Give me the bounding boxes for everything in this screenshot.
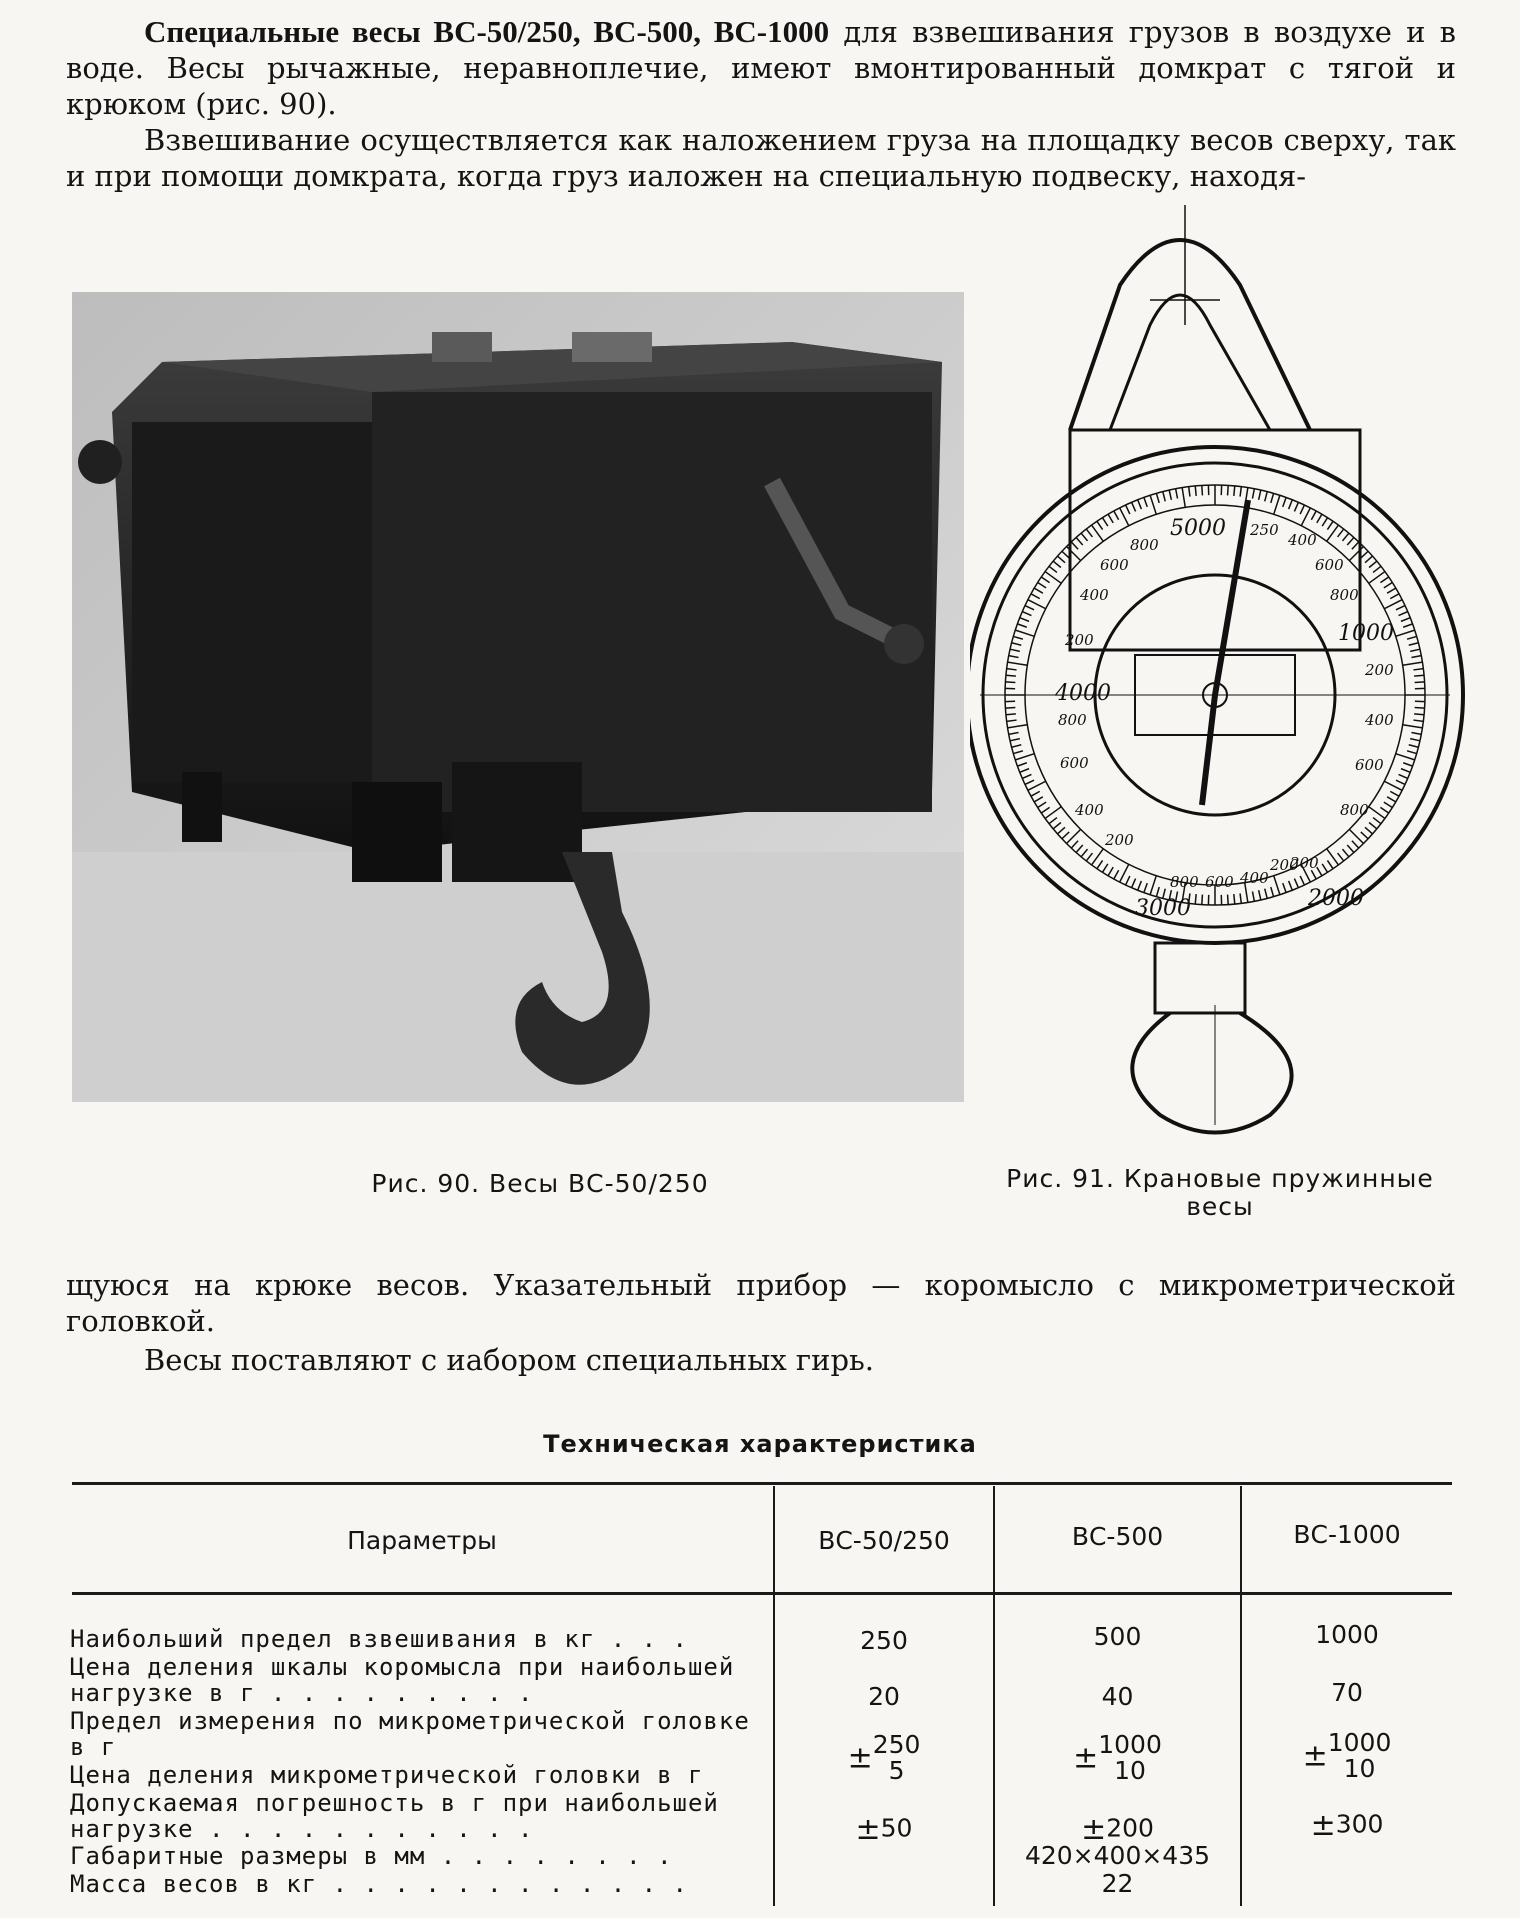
dial-label-5000: 5000 xyxy=(1170,516,1226,541)
val-r5-c2-num: 200 xyxy=(1106,1813,1154,1843)
val-r3-c2 xyxy=(995,1732,1240,1784)
dial-tick xyxy=(1347,537,1354,545)
pm-sign: ± xyxy=(847,1740,873,1776)
dial-label-800b: 800 xyxy=(1340,801,1369,819)
dial-tick xyxy=(1409,745,1419,747)
dial-tick xyxy=(1259,490,1261,500)
dial-tick xyxy=(1369,561,1377,567)
dial-tick xyxy=(1327,860,1333,868)
dial-tick xyxy=(1411,732,1421,734)
dial-label-600c: 600 xyxy=(1205,873,1234,891)
dial-tick xyxy=(1076,845,1083,853)
dial-label-600b: 600 xyxy=(1355,756,1384,774)
dial-tick xyxy=(1034,588,1043,593)
dial-tick xyxy=(1414,675,1424,676)
dial-tick xyxy=(1294,502,1298,511)
intro-title: Специальные весы ВС-50/250, ВС-500, ВС-1000 xyxy=(144,14,830,49)
dial-tick xyxy=(1049,818,1057,824)
pm-sign: ± xyxy=(855,1812,881,1847)
dial-tick xyxy=(1415,682,1425,683)
dial-tick xyxy=(1403,725,1423,728)
dial-tick xyxy=(1108,867,1113,876)
dial-tick xyxy=(1114,870,1119,879)
dial-tick xyxy=(1234,894,1235,904)
dial-label-200f: 200 xyxy=(1270,856,1299,874)
body-paragraph-3: щуюся на крюке весов. Указательный прибор — коромысло с микрометрической головкой. xyxy=(66,1268,1456,1338)
param-row-6: Габаритные размеры в мм . . . . . . . . xyxy=(70,1842,673,1870)
val-r3-c3 xyxy=(1242,1730,1452,1782)
dial-tick xyxy=(1126,876,1130,885)
dial-tick xyxy=(1228,895,1229,905)
dial-tick xyxy=(1176,489,1178,499)
dial-tick xyxy=(1038,582,1046,587)
dial-tick xyxy=(1202,485,1203,495)
dial-tick xyxy=(1294,879,1298,888)
dial-tick xyxy=(1387,797,1396,802)
dial-tick xyxy=(1057,556,1065,563)
dial-label-200c: 200 xyxy=(1290,854,1319,872)
dial-tick xyxy=(1342,849,1348,857)
val-r5-c3-num: 300 xyxy=(1335,1809,1384,1839)
param-row-7: Масса весов в кг . . . . . . . . . . . . xyxy=(70,1870,688,1898)
dial-label-800a: 800 xyxy=(1330,586,1359,604)
dial-tick xyxy=(1390,594,1399,599)
dial-tick xyxy=(1005,682,1015,683)
dial-tick xyxy=(1410,649,1420,651)
dial-label-4000: 4000 xyxy=(1055,681,1111,706)
dial-tick xyxy=(1120,508,1129,526)
intro-paragraph-2: Взвешивание осуществляется как наложением груза на площадку весов сверху, так и при помощи домкрата, когда груз иаложен на специальную подвеску, находя- xyxy=(66,123,1456,193)
pm-sign: ± xyxy=(1081,1812,1107,1847)
dial-tick xyxy=(1020,618,1029,622)
val-r1-c2: 500 xyxy=(1093,1622,1142,1651)
dial-tick xyxy=(1401,618,1410,622)
dial-tick xyxy=(1102,864,1107,872)
dial-tick xyxy=(1289,881,1293,890)
dial-tick xyxy=(1415,708,1425,709)
dial-label-400c: 400 xyxy=(1240,869,1269,887)
dial-tick xyxy=(1081,533,1087,541)
val-r3-c3-top: 1000 xyxy=(1327,1728,1392,1757)
dial-tick xyxy=(1028,781,1046,790)
dial-tick xyxy=(1132,879,1136,888)
pm-sign: ± xyxy=(1310,1808,1336,1843)
val-r5-c1-num: 50 xyxy=(880,1813,913,1843)
dial-tick xyxy=(1384,781,1402,790)
param-row-1: Наибольший предел взвешивания в кг . . . xyxy=(70,1625,688,1653)
dial-tick xyxy=(1259,890,1261,900)
dial-tick xyxy=(1396,754,1415,760)
dial-tick xyxy=(1062,832,1069,839)
dial-tick xyxy=(1338,853,1344,861)
header-vs1000: ВС-1000 xyxy=(1293,1520,1401,1549)
val-r5-c3 xyxy=(1242,1808,1452,1843)
dial-tick xyxy=(1081,849,1087,857)
dial-tick xyxy=(1399,612,1408,616)
dial-tick xyxy=(1012,643,1022,645)
dial-tick xyxy=(1265,492,1267,502)
param-row-4: Цена деления микрометрической головки в г xyxy=(70,1761,704,1789)
dial-tick xyxy=(1006,675,1016,676)
dial-label-3000: 3000 xyxy=(1135,896,1191,921)
dial-tick xyxy=(1120,864,1129,882)
dial-label-600d: 600 xyxy=(1060,754,1089,772)
dial-tick xyxy=(1240,893,1241,903)
dial-tick xyxy=(1138,500,1142,509)
dial-tick xyxy=(1322,518,1327,526)
dial-tick xyxy=(1234,486,1235,496)
body-paragraph-4: Весы поставляют с иабором специальных гирь. xyxy=(144,1343,875,1377)
dial-tick xyxy=(1010,649,1020,651)
dial-tick xyxy=(1300,505,1304,514)
dial-tick xyxy=(1403,624,1412,627)
dial-tick xyxy=(1414,714,1424,715)
dial-tick xyxy=(1086,529,1092,537)
dial-tick xyxy=(1009,732,1019,734)
dial-tick xyxy=(1338,529,1344,537)
dial-tick xyxy=(1401,769,1410,773)
dial-tick xyxy=(1384,582,1392,587)
dial-tick xyxy=(1163,492,1165,502)
param-row-2: Цена деления шкалы коромысла при наибольшей нагрузке в г . . . . . . . . . xyxy=(70,1653,735,1707)
dial-tick xyxy=(1025,780,1034,784)
dial-tick xyxy=(1384,600,1402,609)
dial-label-1000: 1000 xyxy=(1338,621,1394,646)
dial-tick xyxy=(1252,489,1254,499)
val-r1-c3: 1000 xyxy=(1315,1620,1379,1649)
dial-tick xyxy=(1396,780,1405,784)
dial-tick xyxy=(1097,521,1103,529)
dial-tick xyxy=(1020,769,1029,773)
dial-tick xyxy=(1300,876,1304,885)
dial-tick xyxy=(1373,818,1381,824)
table-header-rule xyxy=(72,1592,1452,1595)
val-r4-c2: 10 xyxy=(1114,1756,1146,1785)
dial-tick xyxy=(1108,514,1113,523)
val-r1-c1: 250 xyxy=(860,1626,908,1655)
val-r2-c3: 70 xyxy=(1331,1678,1363,1707)
fig90-scale-photo xyxy=(72,292,964,1102)
val-r4-c3: 10 xyxy=(1343,1754,1376,1783)
dial-tick xyxy=(1005,708,1015,709)
dial-tick xyxy=(1008,662,1028,665)
dial-tick xyxy=(1015,754,1034,760)
dial-tick xyxy=(1169,490,1171,500)
dial-tick xyxy=(1369,822,1377,828)
val-r2-c2: 40 xyxy=(1101,1682,1134,1711)
dial-tick xyxy=(1361,551,1368,558)
dial-tick xyxy=(1076,537,1083,545)
dial-tick xyxy=(1380,807,1388,813)
dial-label-200e: 200 xyxy=(1065,631,1094,649)
header-params: Параметры xyxy=(347,1526,497,1555)
dial-tick xyxy=(1361,832,1368,839)
dial-tick xyxy=(1373,566,1381,572)
dial-tick xyxy=(1182,488,1185,508)
val-r3-c1 xyxy=(775,1732,993,1784)
intro-paragraph xyxy=(66,14,1456,122)
dial-tick xyxy=(1071,841,1078,848)
dial-tick xyxy=(1144,883,1147,892)
dial-tick xyxy=(1409,643,1419,645)
dial-tick xyxy=(1022,612,1031,616)
dial-tick xyxy=(1144,497,1147,506)
dial-tick xyxy=(1274,495,1280,514)
dial-tick xyxy=(1407,751,1417,754)
dial-tick xyxy=(1301,508,1310,526)
dial-tick xyxy=(1126,505,1130,514)
dial-tick xyxy=(1034,797,1043,802)
dial-tick xyxy=(1283,883,1286,892)
dial-tick xyxy=(1062,551,1069,558)
dial-tick xyxy=(1097,860,1103,868)
dial-tick xyxy=(1195,486,1196,496)
dial-tick xyxy=(1013,751,1023,754)
dial-tick xyxy=(1411,656,1421,658)
dial-tick xyxy=(1202,895,1203,905)
dial-tick xyxy=(1007,720,1017,721)
dial-tick xyxy=(1322,864,1327,872)
fig91-caption xyxy=(970,1165,1470,1221)
dial-tick xyxy=(1384,802,1392,807)
dial-label-800e: 800 xyxy=(1130,536,1159,554)
dial-tick xyxy=(1156,493,1159,503)
dial-tick xyxy=(1347,845,1354,853)
dial-tick xyxy=(1007,669,1017,670)
dial-label-800d: 800 xyxy=(1058,711,1087,729)
dial-tick xyxy=(1114,511,1119,520)
dial-tick xyxy=(1271,493,1274,503)
dial-tick xyxy=(1006,714,1016,715)
dial-tick xyxy=(1240,487,1241,497)
dial-tick xyxy=(1403,662,1423,665)
fig90-caption: Рис. 90. Весы ВС-50/250 xyxy=(371,1169,709,1198)
param-row-5: Допускаемая погрешность в г при наибольшей нагрузке . . . . . . . . . . . xyxy=(70,1789,719,1843)
dial-tick xyxy=(1012,745,1022,747)
dial-tick xyxy=(1265,889,1267,899)
dial-tick xyxy=(1365,827,1373,834)
dial-tick xyxy=(1342,533,1348,541)
param-row-3: Предел измерения по микрометрической головке в г xyxy=(70,1707,750,1761)
dial-label-400e: 400 xyxy=(1080,586,1109,604)
dial-tick xyxy=(1413,669,1423,670)
dial-tick xyxy=(1150,495,1156,514)
dial-label-400a: 400 xyxy=(1288,531,1317,549)
pm-sign: ± xyxy=(1302,1738,1328,1774)
dial-label-250: 250 xyxy=(1250,521,1279,539)
dial-tick xyxy=(1317,514,1322,523)
dial-label-600a: 600 xyxy=(1315,556,1344,574)
dial-tick xyxy=(1028,600,1046,609)
dial-tick xyxy=(1057,827,1065,834)
dial-tick xyxy=(1399,774,1408,778)
intro-text: для взвешивания грузов в воздухе и в воде. Весы рычажные, неравноплечие, имеют вмонтированный домкрат с тягой и крюком (рис. 90). xyxy=(66,15,1456,121)
dial-tick xyxy=(1410,739,1420,741)
dial-tick xyxy=(1365,556,1373,563)
val-mass: 22 xyxy=(1101,1869,1134,1898)
dial-tick xyxy=(1390,791,1399,796)
dial-tick xyxy=(1049,566,1057,572)
dial-tick xyxy=(1352,542,1359,549)
dial-tick xyxy=(1138,881,1142,890)
dial-tick xyxy=(1132,502,1136,511)
dial-tick xyxy=(1327,521,1333,529)
dial-tick xyxy=(1025,606,1034,610)
dial-label-200d: 200 xyxy=(1105,831,1134,849)
dial-tick xyxy=(1403,763,1412,766)
fig91-caption-line1: Рис. 91. Крановые пружинные xyxy=(1006,1164,1434,1193)
val-r3-c1-top: 250 xyxy=(872,1730,921,1759)
dial-tick xyxy=(1009,656,1019,658)
dial-tick xyxy=(1010,739,1020,741)
val-r5-c1 xyxy=(775,1812,993,1847)
dial-tick xyxy=(1008,725,1028,728)
dial-label-2000: 2000 xyxy=(1308,886,1364,911)
dial-tick xyxy=(1407,636,1417,639)
dial-tick xyxy=(1017,763,1026,766)
dial-tick xyxy=(1038,802,1046,807)
dial-tick xyxy=(1022,774,1031,778)
dial-tick xyxy=(1396,606,1405,610)
dial-tick xyxy=(1150,876,1156,895)
dial-tick xyxy=(1086,853,1092,861)
dial-tick xyxy=(1352,841,1359,848)
dial-tick xyxy=(1311,511,1316,520)
dial-label-400b: 400 xyxy=(1365,711,1394,729)
dial-tick xyxy=(1387,588,1396,593)
dial-tick xyxy=(1071,542,1078,549)
dial-tick xyxy=(1195,894,1196,904)
fig91-crane-scale-drawing xyxy=(970,205,1470,1135)
dial-tick xyxy=(1396,630,1415,636)
dial-label-400d: 400 xyxy=(1075,801,1104,819)
dial-tick xyxy=(1013,636,1023,639)
dial-tick xyxy=(1189,487,1190,497)
dial-tick xyxy=(1289,500,1293,509)
dial-tick xyxy=(1031,594,1040,599)
dial-tick xyxy=(1413,720,1423,721)
dial-tick xyxy=(1053,822,1061,828)
dial-label-200b: 200 xyxy=(1365,661,1394,679)
val-r3-c2-top: 1000 xyxy=(1098,1730,1162,1759)
dial-tick xyxy=(1053,561,1061,567)
dial-tick xyxy=(1283,497,1286,506)
dial-tick xyxy=(1102,518,1107,526)
dial-tick xyxy=(1228,485,1229,495)
dial-tick xyxy=(1031,791,1040,796)
dial-tick xyxy=(1041,807,1049,813)
fig91-caption-line2: весы xyxy=(1186,1192,1254,1221)
dial-tick xyxy=(1017,624,1026,627)
val-r4-c1: 5 xyxy=(888,1756,905,1785)
dial-label-600e: 600 xyxy=(1100,556,1129,574)
dial-tick xyxy=(1041,577,1049,583)
dial-label-800c: 800 xyxy=(1170,873,1199,891)
header-vs50: ВС-50/250 xyxy=(818,1526,950,1555)
table-top-rule xyxy=(72,1482,1452,1485)
pm-sign: ± xyxy=(1073,1740,1099,1776)
val-r2-c1: 20 xyxy=(868,1682,900,1711)
dial-tick xyxy=(1274,876,1280,895)
val-dimensions: 420×400×435 xyxy=(1024,1841,1211,1870)
header-vs500: ВС-500 xyxy=(1071,1522,1164,1551)
dial-tick xyxy=(1271,887,1274,897)
table-title: Техническая характеристика xyxy=(543,1430,977,1458)
dial-tick xyxy=(1380,577,1388,583)
dial-tick xyxy=(1015,630,1034,636)
dial-tick xyxy=(1252,891,1254,901)
